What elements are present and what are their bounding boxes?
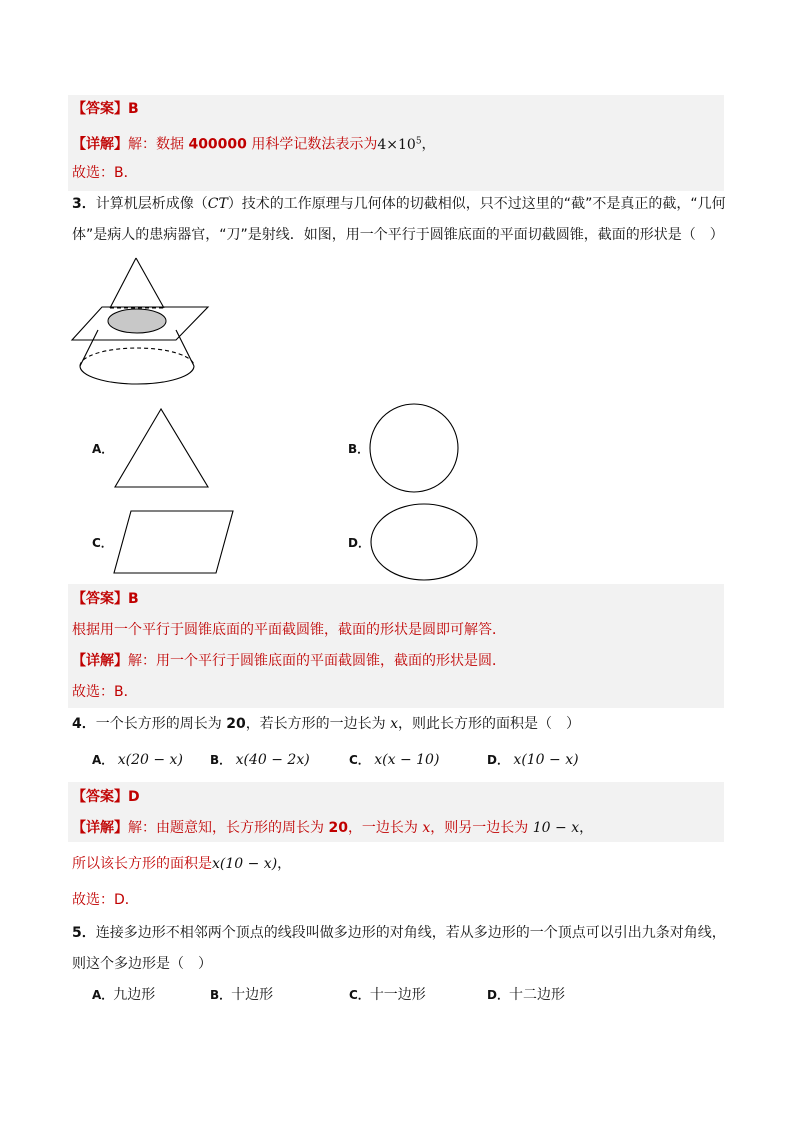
q4-option-a[interactable] <box>92 749 183 771</box>
option-expr: x(20 − x) <box>117 752 183 768</box>
conclusion-text: 故选：B． <box>72 165 138 181</box>
question-number: 5． <box>72 925 96 941</box>
q4-area-line <box>72 853 291 875</box>
option-text: 十边形 <box>231 987 274 1003</box>
analysis-text: 根据用一个平行于圆锥底面的平面截圆锥，截面的形状是圆即可解答． <box>72 622 506 638</box>
option-expr: x(40 − 2x) <box>235 752 310 768</box>
option-letter: C． <box>92 536 113 550</box>
q4-conclusion <box>72 889 139 911</box>
math-ct: CT <box>207 196 228 212</box>
question-text-b: ）技术的工作原理与几何体的切截相似，只不过这里的“截”不是真正的截，“几何 <box>227 196 726 212</box>
option-letter: B． <box>348 442 370 456</box>
q4-option-d[interactable] <box>487 749 579 771</box>
detail-label: 【详解】 <box>72 653 128 669</box>
q4-answer-line <box>72 786 140 808</box>
detail-number: 400000 <box>188 136 247 153</box>
detail-text: 解：数据 <box>128 136 184 153</box>
option-letter: D． <box>487 753 509 767</box>
option-letter: A． <box>92 442 114 456</box>
detail-text-mid: 用科学记数法表示为 <box>251 136 378 153</box>
answer-label: 【答案】 <box>72 591 128 607</box>
area-end: ， <box>277 856 292 872</box>
option-letter: A． <box>92 988 114 1002</box>
detail-variable: x <box>422 820 431 836</box>
option-text: 十一边形 <box>369 987 426 1003</box>
question-text-c: ，则此长方形的面积是（ ） <box>398 716 581 732</box>
answer-label: 【答案】 <box>72 789 128 805</box>
option-expr: x(10 − x) <box>513 752 579 768</box>
q4-detail-line <box>72 817 593 839</box>
option-letter: B． <box>210 988 232 1002</box>
detail-expr: 10 − x <box>532 820 580 836</box>
detail-label: 【详解】 <box>72 820 128 836</box>
q4-option-c[interactable] <box>349 749 439 771</box>
option-letter: A． <box>92 753 114 767</box>
detail-number: 20 <box>328 820 348 836</box>
option-letter: C． <box>349 753 370 767</box>
q5-option-c[interactable] <box>349 984 426 1006</box>
q4-option-b[interactable] <box>210 749 310 771</box>
answer-value: B <box>128 591 139 607</box>
option-letter: B． <box>210 753 232 767</box>
q3-analysis-line <box>72 619 506 641</box>
option-letter: C． <box>349 988 370 1002</box>
notation-exponent: 5 <box>415 136 422 146</box>
notation-base: 4×10 <box>377 136 416 153</box>
detail-text-b: ，一边长为 <box>347 820 418 836</box>
q5-question-line1 <box>72 922 726 944</box>
answer-label: 【答案】 <box>72 101 128 117</box>
question-number-value: 20 <box>226 716 246 732</box>
option-letter: D． <box>487 988 509 1002</box>
question-text-b: ，若长方形的一边长为 <box>245 716 386 732</box>
question-text-line2: 则这个多边形是（ ） <box>72 956 212 972</box>
question-text-a: 一个长方形的周长为 <box>95 716 222 732</box>
detail-end: ， <box>579 820 594 836</box>
question-text: 计算机层析成像（ <box>95 196 208 212</box>
area-expr: x(10 − x) <box>212 856 278 872</box>
answer-value: D <box>128 789 140 805</box>
q5-question-line2 <box>72 953 212 975</box>
detail-end: ， <box>421 136 436 153</box>
detail-label: 【详解】 <box>72 136 128 153</box>
option-text: 十二边形 <box>508 987 565 1003</box>
detail-text-c: ，则另一边长为 <box>430 820 529 836</box>
answer-band-q3 <box>68 584 724 708</box>
q3-conclusion <box>72 681 138 703</box>
question-number: 3． <box>72 196 96 212</box>
detail-text: 解：用一个平行于圆锥底面的平面截圆锥，截面的形状是圆． <box>128 653 506 669</box>
q3-detail-line <box>72 650 506 672</box>
option-letter: D． <box>348 536 370 550</box>
question-text-line2: 体”是病人的患病器官，“刀”是射线．如图，用一个平行于圆锥底面的平面切截圆锥，截面的形状是（ ） <box>72 227 724 243</box>
q4-question-line <box>72 713 580 735</box>
option-expr: x(x − 10) <box>374 752 440 768</box>
q3-answer-line <box>72 588 139 610</box>
q5-option-b[interactable] <box>210 984 273 1006</box>
detail-text-a: 解：由题意知，长方形的周长为 <box>128 820 324 836</box>
area-text: 所以该长方形的面积是 <box>72 856 212 872</box>
conclusion-text: 故选：D． <box>72 892 139 908</box>
q5-option-d[interactable] <box>487 984 565 1006</box>
question-number: 4． <box>72 716 96 732</box>
answer-value: B <box>128 101 139 117</box>
q5-option-a[interactable] <box>92 984 155 1006</box>
question-text: 连接多边形不相邻两个顶点的线段叫做多边形的对角线，若从多边形的一个顶点可以引出九条对角线， <box>95 925 726 941</box>
option-text: 九边形 <box>113 987 156 1003</box>
question-variable: x <box>390 716 399 732</box>
conclusion-text: 故选：B． <box>72 684 138 700</box>
